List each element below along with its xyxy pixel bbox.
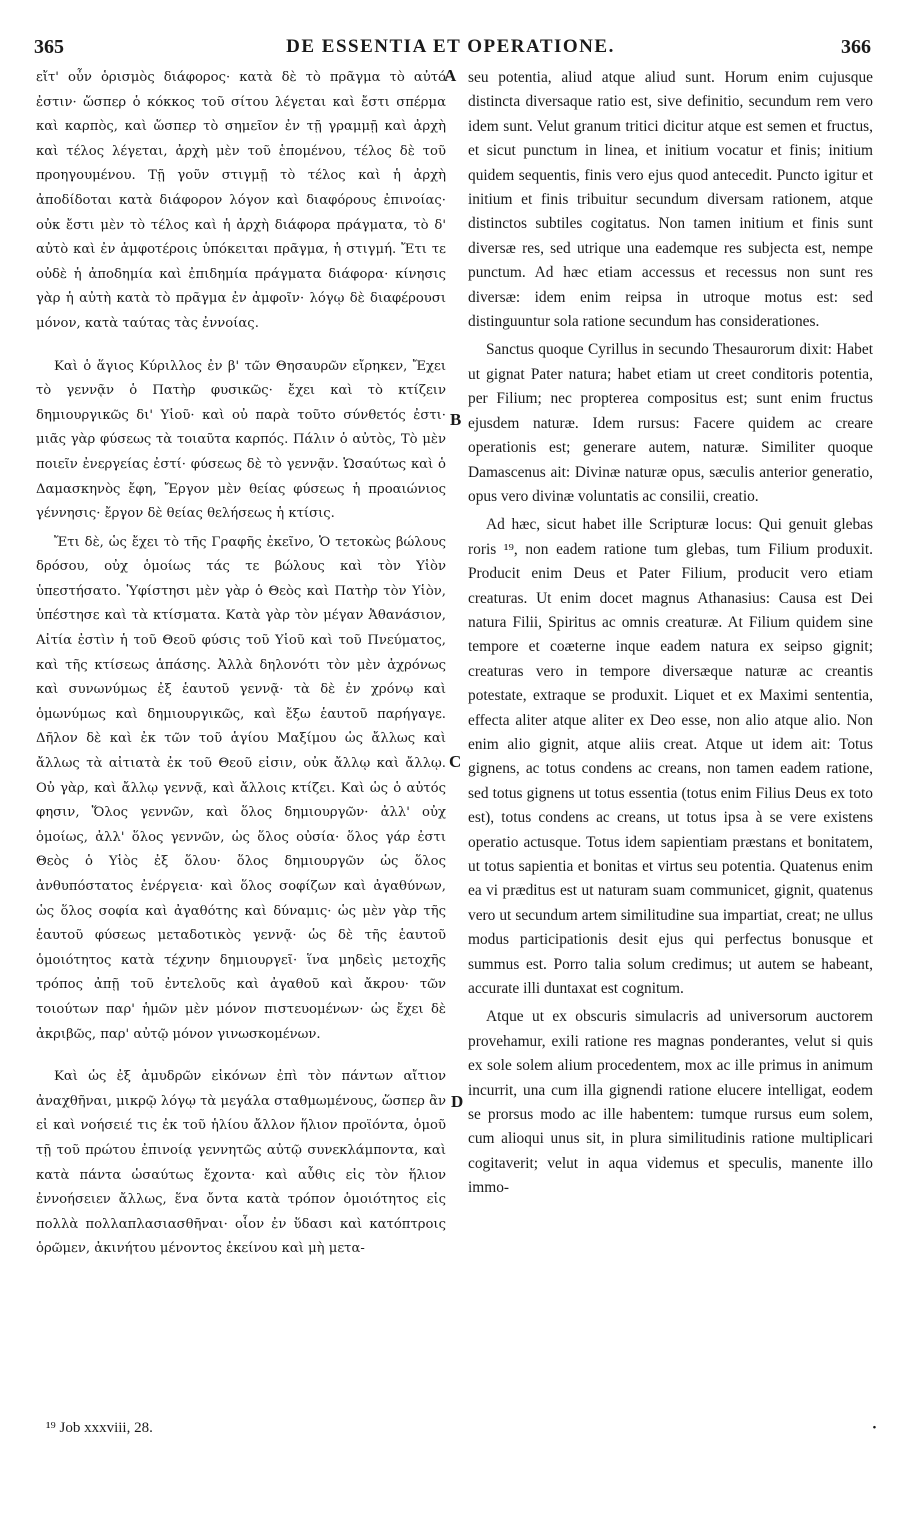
greek-paragraph: Ἔτι δὲ, ὡς ἔχει τὸ τῆς Γραφῆς ἐκεῖνο, Ὁ τετοκὼς βώλους δρόσου, οὐχ ὁμοίως τάς τε βώλους καὶ τὸν Υἱὸν ὑπεστήσατο. Ὑφίστησι μὲν γὰρ ὁ Θεὸς καὶ Πατὴρ τὸν Υἱὸν, ὑπέστησε καὶ τὰ κτίσματα. Κατὰ γὰρ τὸν μέγαν Ἀθανάσιον, Αἰτία ἐστὶν ἡ τοῦ Θεοῦ φύσις τοῦ Υἱοῦ καὶ τοῦ Πνεύματος, καὶ τῆς κτίσεως ἁπάσης. Ἀλλὰ δηλονότι τὸν μὲν ἀχρόνως καὶ συνωνύμως ἐξ ἑαυτοῦ γεννᾷ· τὰ δὲ ἐν χρόνῳ καὶ ὁμωνύμως καὶ δημιουργικῶς, καὶ ἔξω ἑαυτοῦ παρήγαγε. Δῆλον δὲ καὶ ἐκ τῶν τοῦ ἁγίου Μαξίμου ὡς ἄλλως καὶ ἄλλως τὰ αἰτιατὰ ἐκ τοῦ Θεοῦ εἰσιν, οὐκ ἄλλῳ καὶ ἄλλῳ. Οὐ γὰρ, καὶ ἄλλῳ γεννᾷ, καὶ ἄλλοις κτίζει. Καὶ ὡς ὁ αὐτός φησιν, Ὅλος γεννῶν, καὶ ὅλος δημιουργῶν· ἀλλ' οὐχ ὁμοίως, ἀλλ' ὅλος γεννῶν, ὡς ὅλος οὐσία· ὅλος γάρ ἐστι Θεὸς ὁ Υἱὸς ἐξ ὅλου· ὅλος δημιουργῶν ὡς ὅλος ἀνθυπόστατος ἐνέργεια· καὶ ὅλος σοφίζων καὶ ἀγαθύνων, ὡς ὅλος σοφία καὶ ἀγαθότης καὶ δύναμις· ὡς μὲν γὰρ τῆς ἑαυτοῦ φύσεως μεταδοτικὸς γεννᾷ· ὡς δὲ τῆς ἑαυτοῦ ὁμοιότητος κατὰ τέχνην δημιουργεῖ· ἵνα μηδεὶς μετοχῆς τρόπος ἀπῇ τοῦ ἐντελοῦς καὶ ἀγαθοῦ καὶ ἄκρου· τῶν τοιούτων παρ' ἡμῶν μὲν μόνον πιστευομένων· ὡς ἔχει δὲ ἀκριβῶς, παρ' αὐτῷ μόνον γινωσκομένων. xyxy=(36,534,446,1042)
greek-paragraph: Καὶ ὁ ἅγιος Κύριλλος ἐν β' τῶν Θησαυρῶν εἴρηκεν, Ἔχει τὸ γεννᾷν ὁ Πατὴρ φυσικῶς· ἔχει καὶ τὸ κτίζειν δημιουργικῶς δι' Υἱοῦ· καὶ οὐ παρὰ τοῦτο σύνθετός ἐστι· μιᾶς γὰρ φύσεως τὰ τοιαῦτα καρπός. Πάλιν ὁ αὐτὸς, Τὸ μὲν ποιεῖν ἐνεργείας ἐστί· φύσεως δὲ τὸ γεννᾷν. Ὡσαύτως καὶ ὁ Δαμασκηνὸς ἔφη, Ἔργον μὲν θείας φύσεως ἡ προαιώνιος γέννησις· ἔργον δὲ θείας θελήσεως ἡ κτίσις. xyxy=(36,358,446,522)
margin-marker: A xyxy=(444,66,457,85)
greek-column xyxy=(36,66,446,1262)
margin-marker: B xyxy=(450,410,462,429)
page-number-right: 366 xyxy=(841,36,871,58)
latin-paragraph: Ad hæc, sicut habet ille Scripturæ locus: Qui genuit glebas roris ¹⁹, non eadem ratione tum glebas, tum Filium produxit. Producit enim Deus et Pater Filium, producit vero etiam creaturas. Ut enim docet magnus Athanasius: Causa est Dei natura Filii, Spiritus ac omnis creaturæ. At Filium quidem sine tempore et coæterne inque eadem natura ex seipso gignit; creaturas vero in tempore diversæque naturæ ac creantis potestate, extraque se produxit. Liquet et ex Maximi sententia, effecta aliter atque aliter ex Deo esse, non alio atque alio. Non enim alio gignit, atque aliis creat. Atque ut idem ait: Totus gignens, ac totus condens ac creans, non tamen eadem ratione, sed totus gignens ut totus essentia (totus enim Filius Deus ex toto est), totus condens ac creans, ut totus ipsa à se vere existens operatio actusque. Totus idem sapientiam præstans et bonitatem, ut totus sapientia et bonitas et virtus seu potentia. Quatenus enim ea vi præditus est ut naturam suam communicet, gignit, quatenus vero ut secundum artem similitudine sua impartiat, creat; ne ullus modus participationis desit ejus qui perfectus bonusque et summus est. Porro talia solum credimus; ut autem se habeant, accurate illi duntaxat est cognitum. xyxy=(468,516,873,998)
greek-paragraph: Καὶ ὡς ἐξ ἀμυδρῶν εἰκόνων ἐπὶ τὸν πάντων αἴτιον ἀναχθῆναι, μικρῷ λόγῳ τὰ μεγάλα σταθμωμένους, ὥσπερ ἂν εἰ καὶ νοήσειέ τις ἐκ τοῦ ἡλίου ἄλλον ἥλιον προϊόντα, ὁμοῦ τῇ τοῦ πρώτου ἐπινοίᾳ γεννητῶς αὐτῷ συνεκλάμποντα, καὶ κατὰ πάντα ὡσαύτως ἔχοντα· καὶ αὖθις εἰς τὸν ἥλιον ἐννοήσειεν ἄλλως, ἕνα ὄντα κατὰ τρόπον ὁμοιότητος εἰς πολλὰ πολλαπλασιασθῆναι· οἷον ἐν ὕδασι καὶ κατόπτροις ὁρῶμεν, ἀκινήτου μένοντος ἐκείνου καὶ μὴ μετα- xyxy=(36,1069,446,1257)
latin-paragraph: Sanctus quoque Cyrillus in secundo Thesaurorum dixit: Habet ut gignat Pater natura; habet etiam ut creet conditoris potentia, per Filium; nec propterea compositus est; sunt enim fructus ejusdem naturæ. Idem rursus: Facere quidem ac creare operationis est; generare autem, naturæ. Similiter quoque Damascenus ait: Divinæ naturæ opus, sæculis anterior generatio, opus vero divinæ voluntatis ac consilii, creatio. xyxy=(468,341,873,505)
page-number-left: 365 xyxy=(34,36,64,58)
footnote: ¹⁹ Job xxxviii, 28. xyxy=(46,1420,153,1436)
page-speck: · xyxy=(872,1420,877,1436)
latin-paragraph: seu potentia, aliud atque aliud sunt. Horum enim cujusque distincta diversaque ratio est, sive definitio, secundum rem vero idem sunt. Velut granum tritici dicitur atque est semen et fructus, et sicut punctum in linea, et initium vocatur et finis; initium quidem sequentis, finis vero ejus quod antecedit. Puncto igitur et initium et finis tribuitur secundum diversam rationem, atque distinctos subtiles cogitatus. Non tamen initium et finis sunt diversæ res, sed utrique una eademque res subjecta est, nempe punctum. Ad hæc etiam accessus et recessus non sunt res diversæ: idem enim reipsa in utroque motus est: sed distinguuntur sola ratione secundum has considerationes. xyxy=(468,69,873,331)
margin-marker: D xyxy=(451,1092,464,1111)
margin-marker: C xyxy=(449,752,462,771)
latin-paragraph: Atque ut ex obscuris simulacris ad universorum auctorem provehamur, exili ratione res magnas ponderantes, velut si quis ex sole solem alium procedentem, mox ac ille primus in animum incurrit, una cum illa gignendi ratione elucere intelligat, eodem se prorsus modo ac ille habentem: tumque rursus eum solem, cum alioqui unus sit, in plura similitudinis ratione multiplicari cogitaverit; velut in aqua videmus et speculis, manente illo immo- xyxy=(468,1008,873,1197)
latin-column xyxy=(468,66,873,1201)
page-header xyxy=(30,36,871,66)
greek-paragraph: εἴτ' οὖν ὁρισμὸς διάφορος· κατὰ δὲ τὸ πρᾶγμα τὸ αὐτό ἐστιν· ὥσπερ ὁ κόκκος τοῦ σίτου λέγεται καὶ ἔστι σπέρμα καὶ καρπὸς, καὶ ὥσπερ τὸ σημεῖον ἐν τῇ γραμμῇ καὶ ἀρχὴ καὶ τέλος λέγεται, ἀρχὴ μὲν τοῦ ἑπομένου, τέλος δὲ τοῦ προηγουμένου. Τῇ γοῦν στιγμῇ τὸ τέλος καὶ ἡ ἀρχὴ ἀποδίδοται κατὰ διάφορον λόγον καὶ διαφόρους ἐπινοίας· οὐκ ἔστι μὲν τὸ τέλος καὶ ἡ ἀρχὴ διάφορα πράγματα, τὸ δ' αὐτὸ καὶ ἐν ἀμφοτέροις ὑπόκειται πρᾶγμα, ἡ στιγμή. Ἔτι τε οὐδὲ ἡ ἀποδημία καὶ ἐπιδημία πράγματα διάφορα· κίνησις γὰρ ἡ αὐτὴ κατὰ τὸ πρᾶγμα ἐν ἀμφοῖν· λόγῳ δὲ διαφέρουσι μόνον, κατὰ ταύτας τὰς ἐννοίας. xyxy=(36,70,446,331)
running-title: DE ESSENTIA ET OPERATIONE. xyxy=(286,36,615,57)
